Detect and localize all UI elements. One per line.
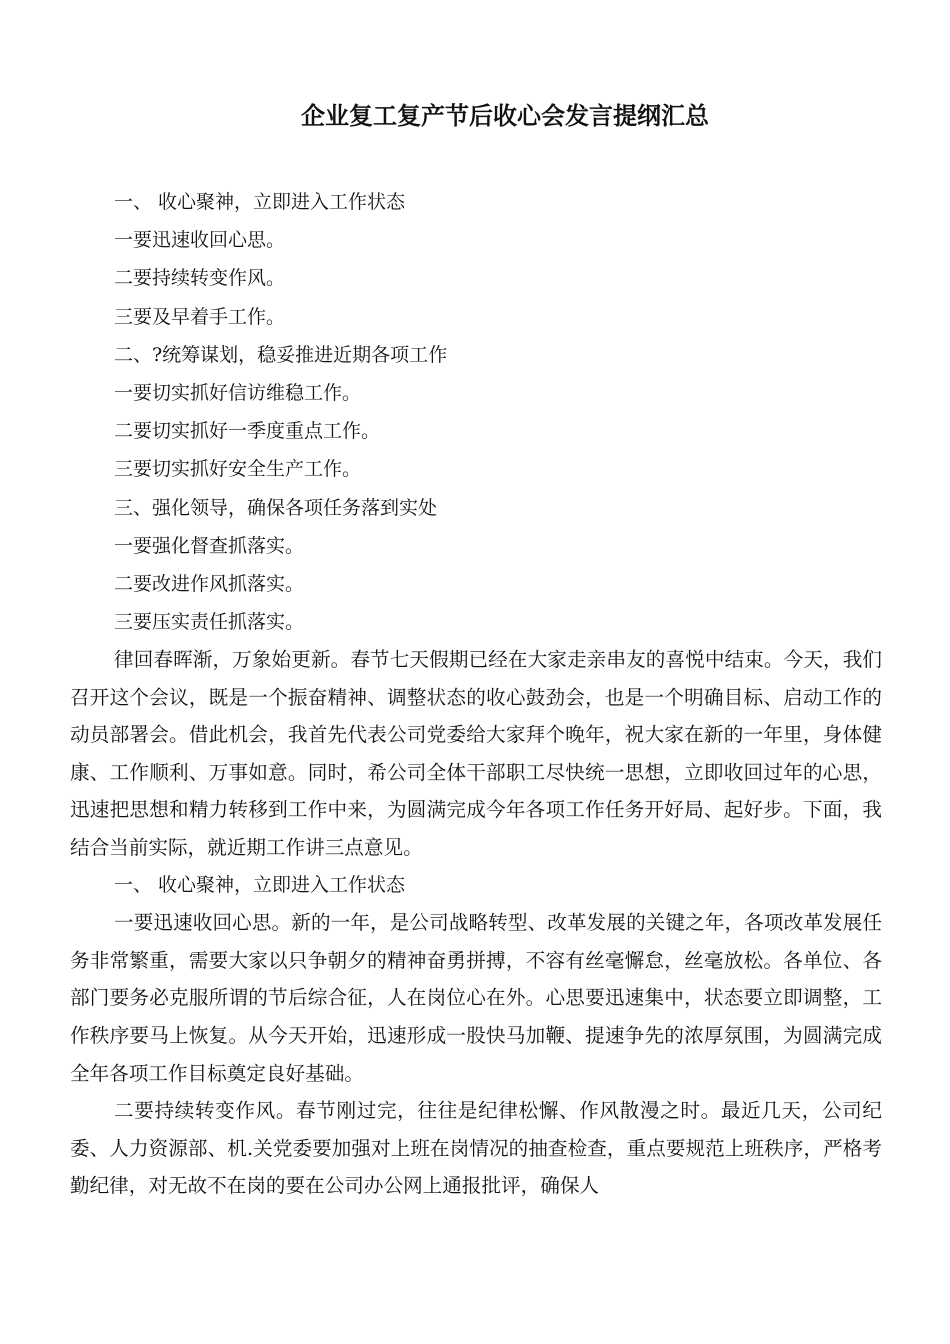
document-body	[70, 641, 882, 1205]
body-paragraph: 二要持续转变作风。春节刚过完，往往是纪律松懈、作风散漫之时。最近几天，公司纪委、人力资源部、机.关党委要加强对上班在岗情况的抽查检查，重点要规范上班秩序，严格考勤纪律，对无故不在岗的要在公司办公网上通报批评，确保人	[70, 1099, 882, 1198]
outline-item: 三、强化领导，确保各项任务落到实处	[114, 496, 438, 519]
outline-item: 一、 收心聚神，立即进入工作状态	[114, 191, 406, 213]
section-heading: 一、 收心聚神，立即进入工作状态	[114, 873, 406, 896]
outline-item: 一要强化督查抓落实。	[114, 534, 305, 557]
outline-list	[114, 183, 894, 641]
outline-item: 一要迅速收回心思。	[114, 229, 286, 252]
outline-item: 三要切实抓好安全生产工作。	[114, 458, 362, 481]
outline-item: 一要切实抓好信访维稳工作。	[114, 381, 362, 404]
outline-item: 二要改进作风抓落实。	[114, 572, 305, 595]
outline-item: 二要持续转变作风。	[114, 267, 286, 290]
outline-item: 三要及早着手工作。	[114, 305, 286, 328]
intro-paragraph: 律回春晖渐，万象始更新。春节七天假期已经在大家走亲串友的喜悦中结束。今天，我们召开这个会议，既是一个振奋精神、调整状态的收心鼓劲会，也是一个明确目标、启动工作的动员部署会。借此机会，我首先代表公司党委给大家拜个晚年，祝大家在新的一年里，身体健康、工作顺利、万事如意。同时，希公司全体干部职工尽快统一思想，立即收回过年的心思，迅速把思想和精力转移到工作中来，为圆满完成今年各项工作任务开好局、起好步。下面，我结合当前实际，就近期工作讲三点意见。	[70, 648, 882, 859]
body-paragraph: 一要迅速收回心思。新的一年，是公司战略转型、改革发展的关键之年，各项改革发展任务非常繁重，需要大家以只争朝夕的精神奋勇拼搏，不容有丝毫懈怠，丝毫放松。各单位、各部门要务必克服所谓的节后综合征，人在岗位心在外。心思要迅速集中，状态要立即调整，工作秩序要马上恢复。从今天开始，迅速形成一股快马加鞭、提速争先的浓厚氛围，为圆满完成全年各项工作目标奠定良好基础。	[70, 911, 882, 1085]
document-title: 企业复工复产节后收心会发言提纲汇总	[301, 101, 709, 130]
outline-item: 二要切实抓好一季度重点工作。	[114, 420, 381, 443]
outline-item: 三要压实责任抓落实。	[114, 611, 305, 634]
outline-item: 二、?统筹谋划，稳妥推进近期各项工作	[114, 343, 448, 366]
